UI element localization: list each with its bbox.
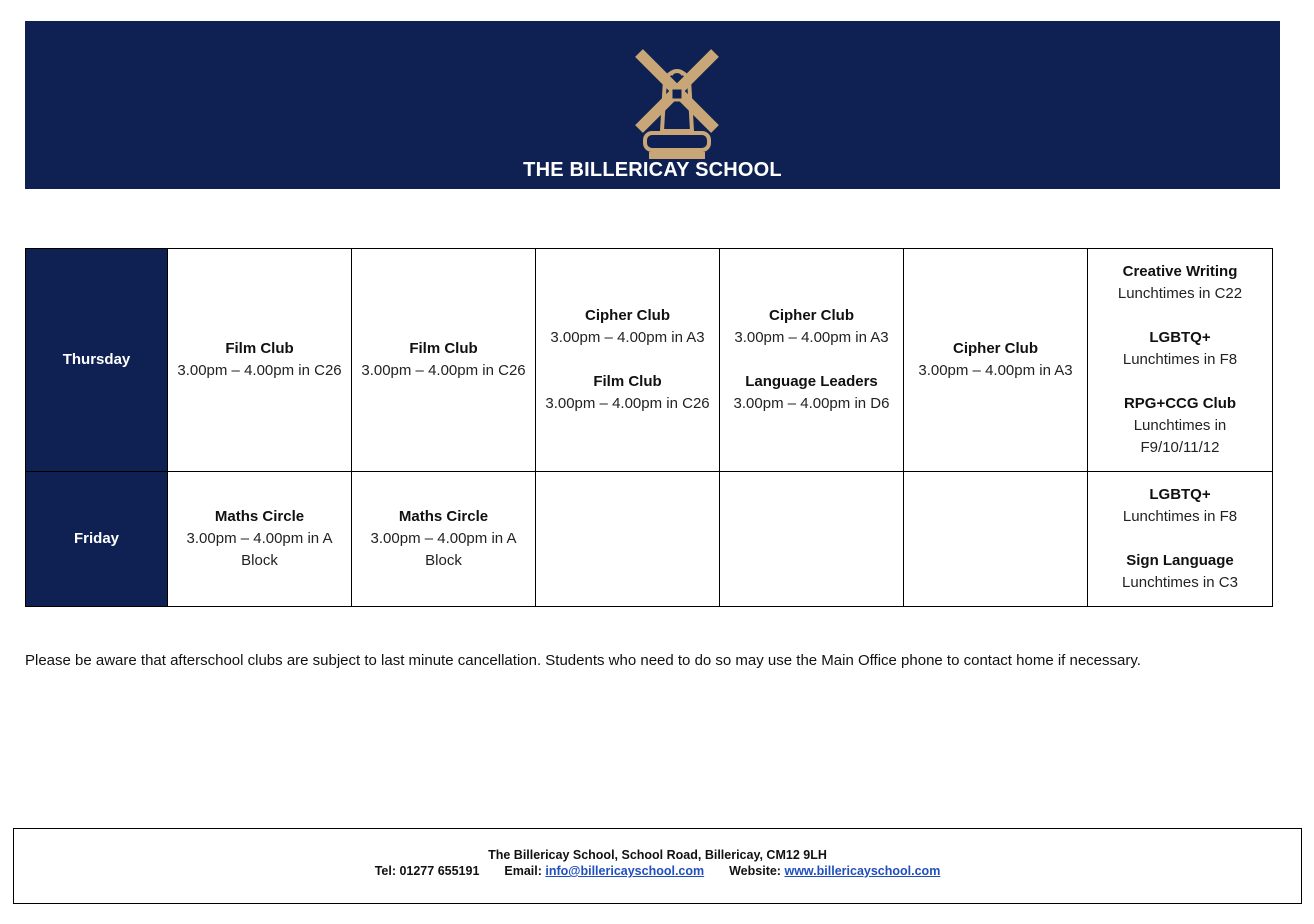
club-detail: 3.00pm – 4.00pm in C26 xyxy=(545,395,710,412)
timetable-cell xyxy=(1088,472,1273,607)
timetable-cell xyxy=(1088,249,1273,472)
club-name: LGBTQ+ xyxy=(1149,329,1211,346)
cancellation-notice: Please be aware that afterschool clubs are subject to last minute cancellation. Students who need to do so may use the Main Office phone to contact home if necessary. xyxy=(25,652,1141,669)
club-detail: 3.00pm – 4.00pm in A Block xyxy=(370,530,517,569)
club-entry xyxy=(176,506,343,572)
club-detail: Lunchtimes in F9/10/11/12 xyxy=(1133,417,1227,456)
club-entry xyxy=(360,338,527,382)
club-name: Language Leaders xyxy=(745,373,878,390)
table-row-friday xyxy=(26,472,1273,607)
club-entry xyxy=(544,305,711,349)
header-banner xyxy=(25,21,1280,189)
club-entry xyxy=(176,338,343,382)
club-detail: Lunchtimes in F8 xyxy=(1122,508,1238,525)
club-entry xyxy=(728,371,895,415)
day-label-friday: Friday xyxy=(26,472,168,607)
club-name: Film Club xyxy=(409,340,478,357)
club-detail: 3.00pm – 4.00pm in A3 xyxy=(734,329,889,346)
club-name: Cipher Club xyxy=(953,340,1038,357)
clubs-timetable xyxy=(25,248,1273,607)
footer-tel: Tel: 01277 655191 xyxy=(374,864,480,878)
club-entry xyxy=(912,338,1079,382)
timetable-cell-empty xyxy=(904,472,1088,607)
table-row-thursday xyxy=(26,249,1273,472)
club-name: Creative Writing xyxy=(1122,263,1238,280)
club-detail: 3.00pm – 4.00pm in A Block xyxy=(186,530,333,569)
club-name: RPG+CCG Club xyxy=(1123,395,1237,412)
timetable-cell xyxy=(352,472,536,607)
school-name: THE BILLERICAY SCHOOL xyxy=(523,159,782,181)
timetable-cell-empty xyxy=(720,472,904,607)
club-entry xyxy=(728,305,895,349)
club-name: Sign Language xyxy=(1126,552,1234,569)
club-detail: 3.00pm – 4.00pm in C26 xyxy=(177,362,342,379)
footer-address: The Billericay School, School Road, Billericay, CM12 9LH xyxy=(488,848,827,862)
club-entry xyxy=(360,506,527,572)
club-name: Maths Circle xyxy=(214,508,305,525)
club-entry xyxy=(1096,261,1264,305)
club-detail: Lunchtimes in C22 xyxy=(1117,285,1243,302)
email-link[interactable]: info@billericayschool.com xyxy=(545,864,705,878)
club-entry xyxy=(1096,327,1264,371)
club-name: Film Club xyxy=(593,373,662,390)
website-link[interactable]: www.billericayschool.com xyxy=(784,864,941,878)
timetable-cell xyxy=(536,249,720,472)
club-name: Maths Circle xyxy=(398,508,489,525)
windmill-logo-icon xyxy=(627,45,727,165)
club-detail: Lunchtimes in C3 xyxy=(1122,574,1238,591)
timetable-cell-empty xyxy=(536,472,720,607)
club-detail: 3.00pm – 4.00pm in A3 xyxy=(550,329,705,346)
club-entry xyxy=(1096,550,1264,594)
club-name: Film Club xyxy=(225,340,294,357)
footer-website-label: Website: xyxy=(729,864,781,878)
footer-email-label: Email: xyxy=(504,864,542,878)
club-entry xyxy=(1096,393,1264,459)
timetable-cell xyxy=(352,249,536,472)
footer-contact-box xyxy=(13,828,1302,904)
day-label-thursday: Thursday xyxy=(26,249,168,472)
club-entry xyxy=(544,371,711,415)
timetable-cell xyxy=(720,249,904,472)
timetable-cell xyxy=(168,472,352,607)
club-detail: 3.00pm – 4.00pm in C26 xyxy=(361,362,526,379)
footer-contact-line xyxy=(14,864,1301,878)
club-detail: Lunchtimes in F8 xyxy=(1122,351,1238,368)
club-detail: 3.00pm – 4.00pm in A3 xyxy=(918,362,1073,379)
timetable-cell xyxy=(168,249,352,472)
club-name: Cipher Club xyxy=(585,307,670,324)
club-entry xyxy=(1096,484,1264,528)
club-detail: 3.00pm – 4.00pm in D6 xyxy=(733,395,890,412)
timetable-cell xyxy=(904,249,1088,472)
club-name: LGBTQ+ xyxy=(1149,486,1211,503)
club-name: Cipher Club xyxy=(769,307,854,324)
